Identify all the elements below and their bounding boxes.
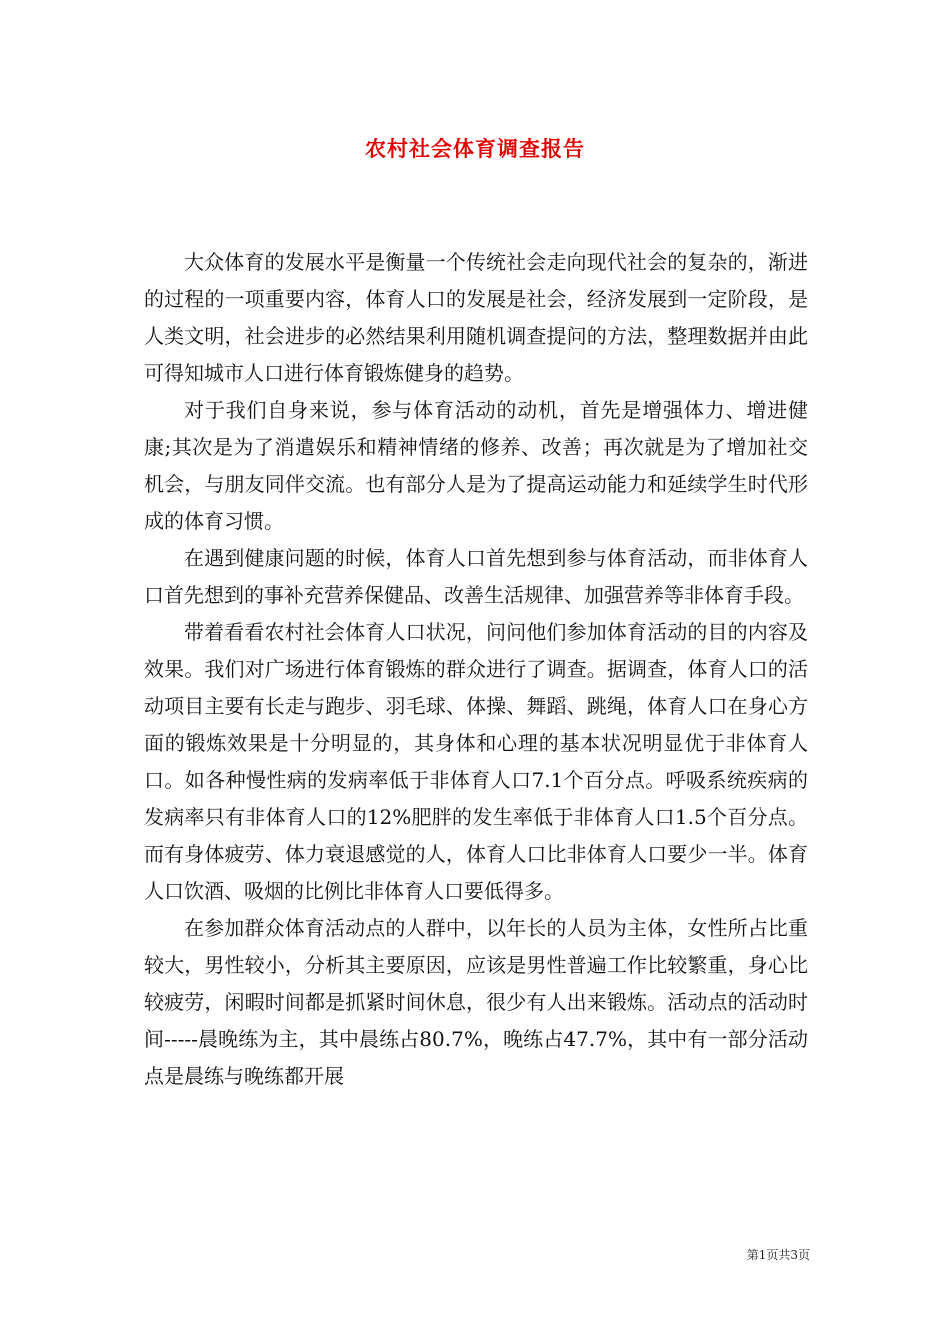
paragraph: 在参加群众体育活动点的人群中，以年长的人员为主体，女性所占比重较大，男性较小，分析其主要原因，应该是男性普遍工作比较繁重，身心比较疲劳，闲暇时间都是抓紧时间休息，很少有人出来锻炼。活动点的活动时间-----晨晚练为主，其中晨练占80.7%，晚练占47.7%，其中有一部分活动点是晨练与晚练都开展: [144, 916, 808, 1088]
paragraph: 大众体育的发展水平是衡量一个传统社会走向现代社会的复杂的，渐进的过程的一项重要内容，体育人口的发展是社会，经济发展到一定阶段，是人类文明，社会进步的必然结果利用随机调查提问的方法，整理数据并由此可得知城市人口进行体育锻炼健身的趋势。: [144, 250, 808, 385]
paragraph: 带着看看农村社会体育人口状况，问问他们参加体育活动的目的内容及效果。我们对广场进行体育锻炼的群众进行了调查。据调查，体育人口的活动项目主要有长走与跑步、羽毛球、体操、舞蹈、跳绳，体育人口在身心方面的锻炼效果是十分明显的，其身体和心理的基本状况明显优于非体育人口。如各种慢性病的发病率低于非体育人口7.1个百分点。呼吸系统疾病的发病率只有非体育人口的12%肥胖的发生率低于非体育人口1.5个百分点。而有身体疲劳、体力衰退感觉的人，体育人口比非体育人口要少一半。体育人口饮酒、吸烟的比例比非体育人口要低得多。: [144, 620, 808, 903]
document-body: [144, 244, 808, 1095]
paragraph: 在遇到健康问题的时候，体育人口首先想到参与体育活动，而非体育人口首先想到的事补充营养保健品、改善生活规律、加强营养等非体育手段。: [144, 546, 808, 607]
paragraph: 对于我们自身来说，参与体育活动的动机，首先是增强体力、增进健康;其次是为了消遣娱乐和精神情绪的修养、改善；再次就是为了增加社交机会，与朋友同伴交流。也有部分人是为了提高运动能力和延续学生时代形成的体育习惯。: [144, 398, 808, 533]
page-number: 第1页共3页: [746, 1248, 810, 1262]
document-title: 农村社会体育调查报告: [365, 136, 585, 161]
